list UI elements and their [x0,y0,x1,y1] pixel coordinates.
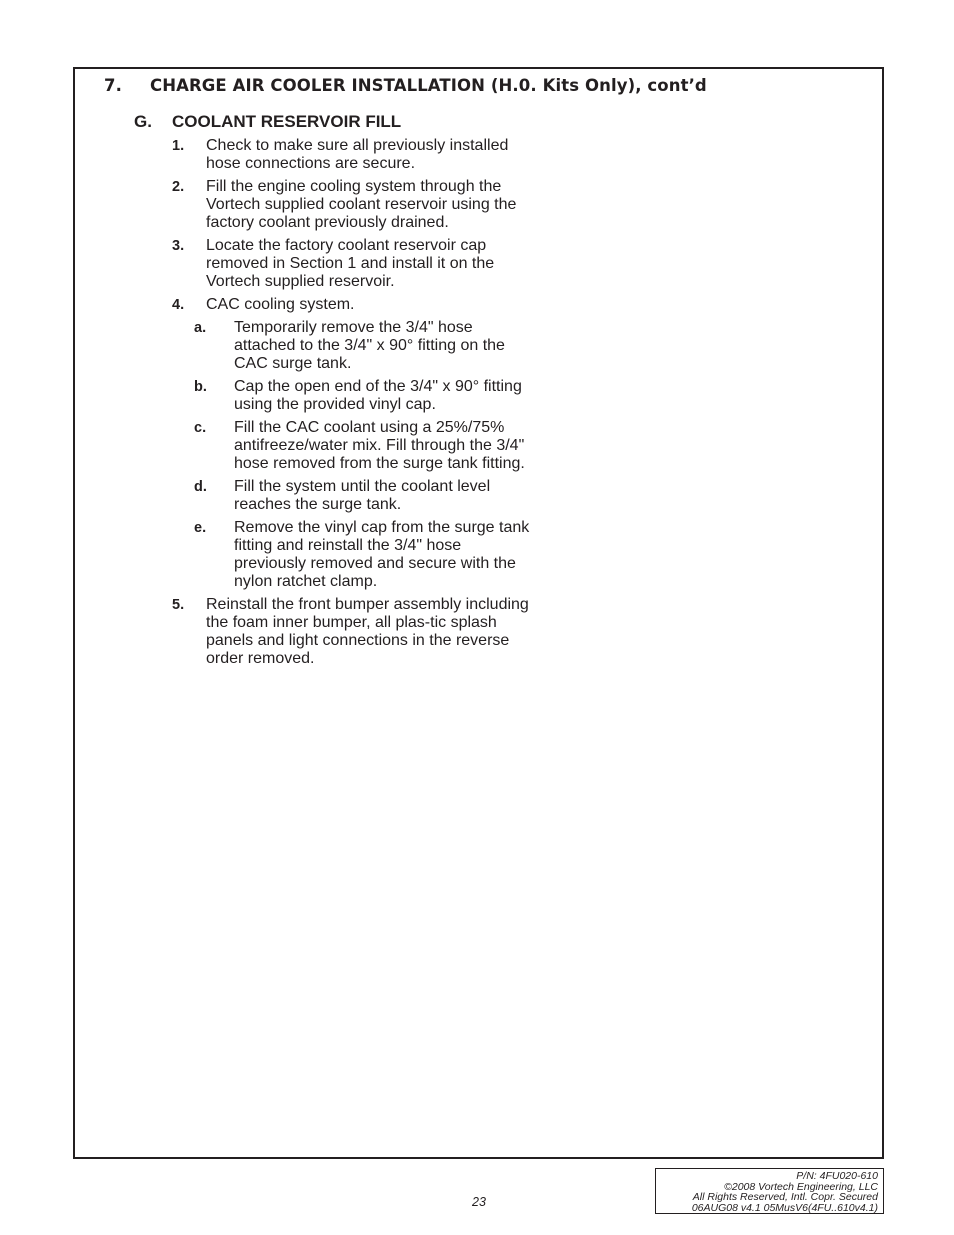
rights-line: All Rights Reserved, Intl. Copr. Secured [692,1191,878,1203]
step-text: Fill the engine cooling system through the Vortech supplied coolant reservoir using the factory coolant previously drained. [206,178,517,231]
subsection-letter: G. [134,112,152,131]
step-text: Locate the factory coolant reservoir cap removed in Section 1 and install it on the Vortech supplied reservoir. [206,237,495,290]
substep-text: Fill the CAC coolant using a 25%/75% antifreeze/water mix. Fill through the 3/4" hose removed from the surge tank fitting. [234,419,525,472]
substep-item [194,319,532,373]
page-number: 23 [472,1195,486,1209]
substep-marker: c. [194,420,207,436]
step-text: Check to make sure all previously installed hose connections are secure. [206,137,509,172]
substep-item [194,478,532,514]
step-marker: 2. [172,179,185,195]
subsection-heading [134,112,401,132]
step-item [172,178,532,232]
substep-marker: d. [194,479,207,495]
section-number: 7. [104,76,122,95]
step-item [172,237,532,291]
step-marker: 4. [172,297,185,313]
substep-marker: b. [194,379,207,395]
step-list [172,137,532,673]
revision-line: 06AUG08 v4.1 05MusV6(4FU..610v4.1) [691,1201,878,1214]
section-heading [104,76,707,95]
step-marker: 5. [172,597,185,613]
substep-text: Fill the system until the coolant level reaches the surge tank. [234,478,491,513]
part-number: P/N: 4FU020-610 [796,1170,878,1182]
substep-item [194,519,532,591]
substep-marker: a. [194,320,207,336]
step-marker: 3. [172,238,185,254]
substep-item [194,419,532,473]
step-text: CAC cooling system. [206,296,355,313]
substep-marker: e. [194,520,207,536]
footer-info-box [655,1168,884,1214]
step-item [172,137,532,173]
step-marker: 1. [172,138,185,154]
substep-list [194,319,532,591]
substep-text: Cap the open end of the 3/4" x 90° fitting using the provided vinyl cap. [234,378,522,413]
substep-text: Remove the vinyl cap from the surge tank fitting and reinstall the 3/4" hose previously removed and secure with the nylon ratchet clamp. [234,519,530,590]
substep-item [194,378,532,414]
step-text: Reinstall the front bumper assembly including the foam inner bumper, all plas-tic splash panels and light connections in the reverse order removed. [206,596,529,667]
section-title: CHARGE AIR COOLER INSTALLATION (H.0. Kits Only), cont’d [150,76,707,95]
copyright-line: ©2008 Vortech Engineering, LLC [724,1180,878,1193]
subsection-title: COOLANT RESERVOIR FILL [172,112,402,131]
step-item [172,596,532,668]
substep-text: Temporarily remove the 3/4" hose attached to the 3/4" x 90° fitting on the CAC surge tank. [234,319,505,372]
step-item [172,296,532,591]
